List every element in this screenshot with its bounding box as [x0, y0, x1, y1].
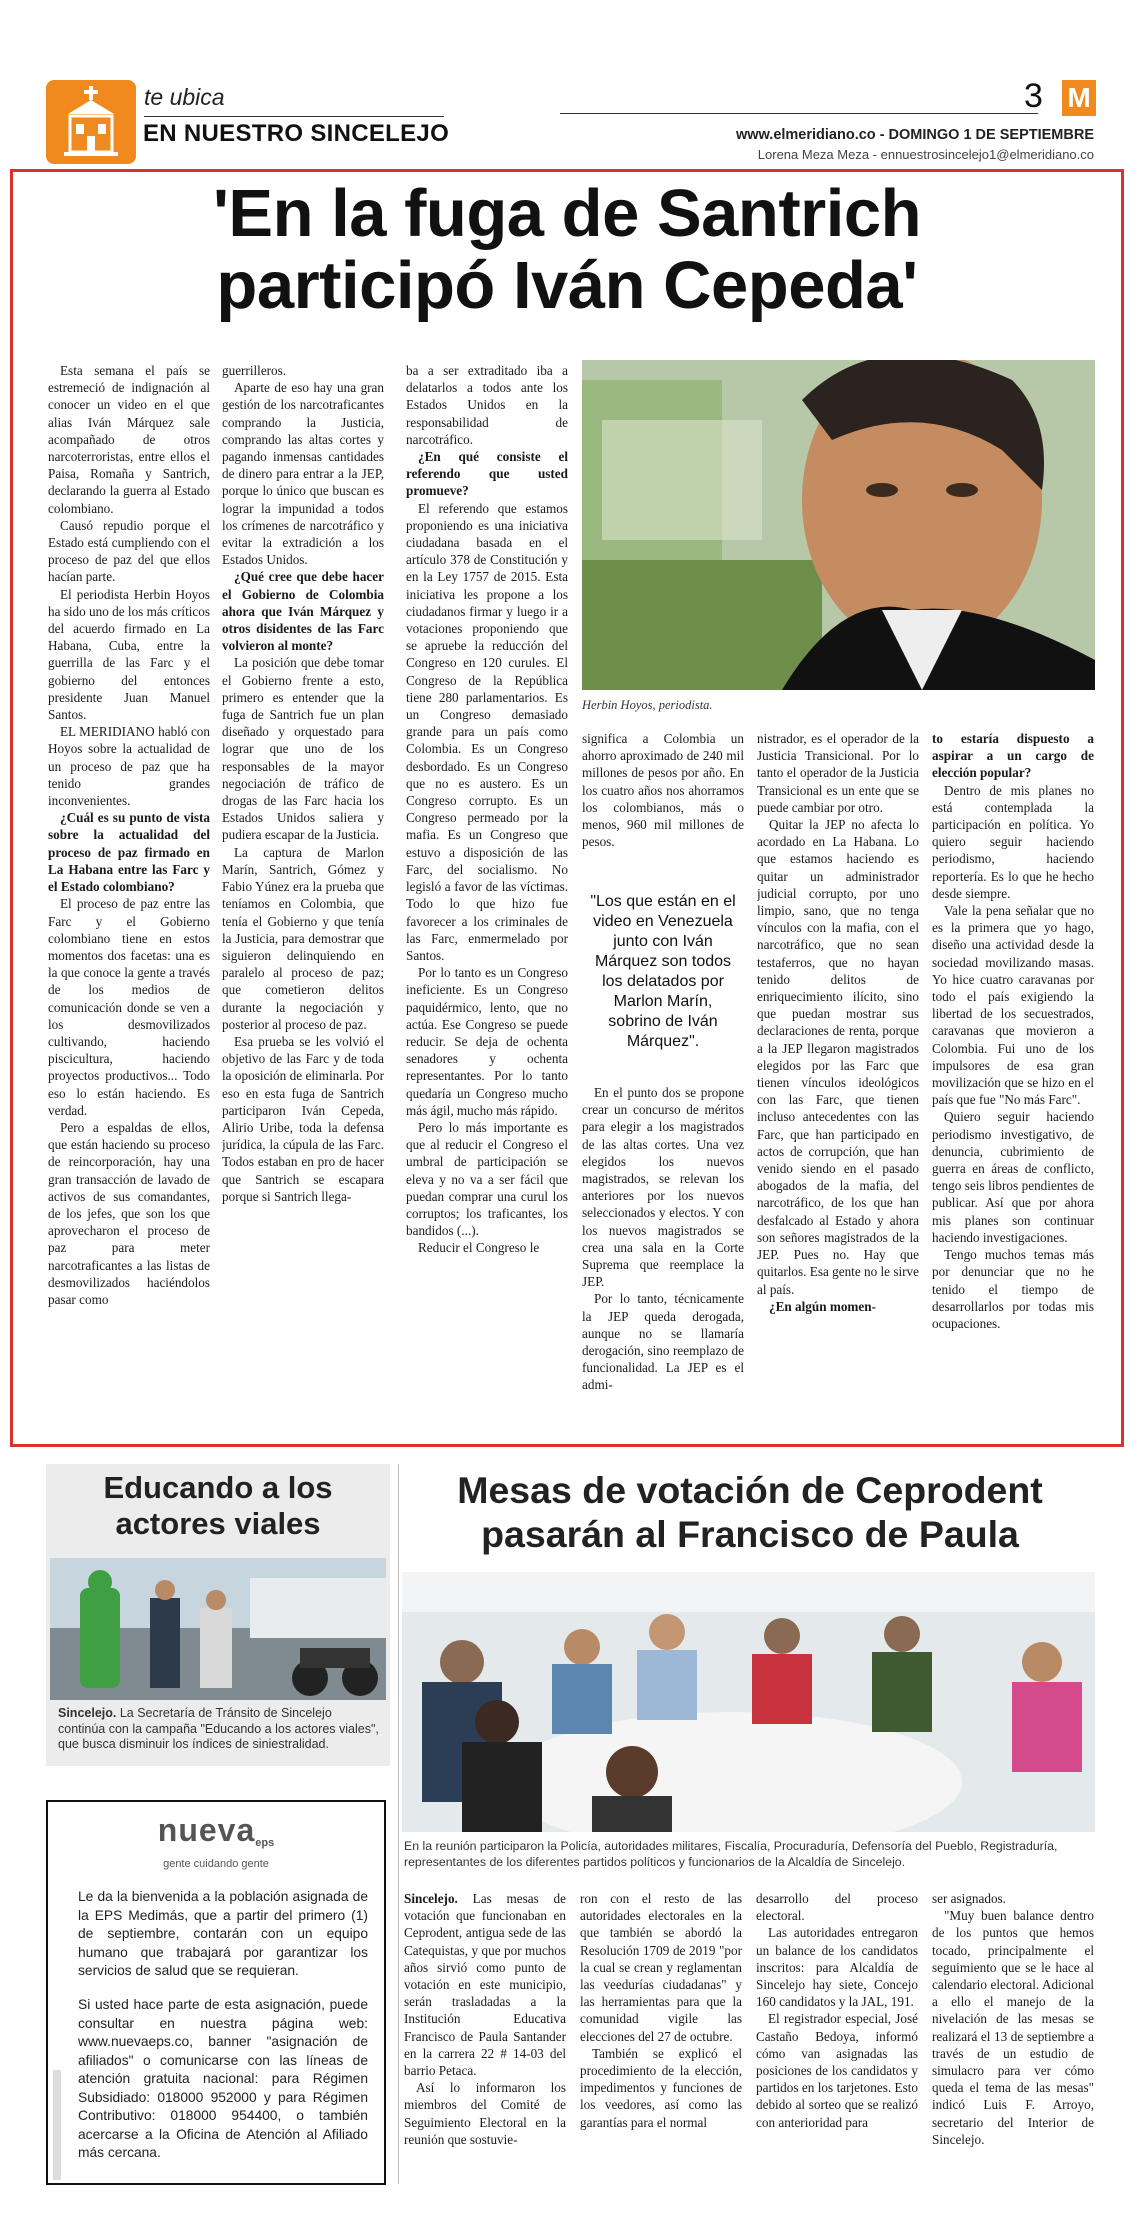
second-headline: [400, 1468, 1100, 1556]
meeting-photo: [402, 1572, 1095, 1832]
portrait-photo: [582, 360, 1095, 690]
dateline-lead: Sincelejo.: [404, 1891, 458, 1906]
kicker-rule: [144, 116, 444, 117]
body-paragraph: desarrollo del proceso electoral.: [756, 1891, 918, 1924]
header-rule: [560, 113, 1038, 114]
body-paragraph: Por lo tanto es un Congreso ineficiente. Es un Congreso paquidérmico, lento, que no actúa. Ese Congreso se puede reducir. Se deja de ochenta senadores y ochenta representantes. Por lo tanto quedaría un Congreso mucho más ágil, mucho más rápido.: [406, 965, 568, 1118]
body-paragraph: Tengo muchos temas más por denunciar que no he tenido el tiempo de desarrollarlos por todas mis ocupaciones.: [932, 1247, 1094, 1331]
paragraph-text: Las mesas de votación que funcionaban en Ceprodent, antigua sede de las Catequistas, y que por muchos años sirvió como punto de votación en este municipio, serán trasladadas a la Institución Educativa Francisco de Paula Santander en la carrera 22 # 14-03 del barrio Petaca.: [404, 1891, 566, 2079]
second-column-2: [580, 1890, 742, 2180]
body-paragraph: significa a Colombia un ahorro aproximado de 240 mil millones de pesos por año. En los cuatro años nos ahorramos los colombianos, más o menos, 960 mil millones de pesos.: [582, 731, 744, 850]
pull-quote: "Los que están en el video en Venezuela junto con Iván Márquez son todos los delatados por Marlon Marín, sobrino de Iván Márquez".: [590, 893, 736, 1050]
meridiano-logo: M: [1062, 80, 1096, 116]
body-paragraph: Esa prueba se les volvió el objetivo de las Farc y de toda la oposición de eliminarla. Por eso en esta fuga de Santrich participaron Iván Cepeda, Alirio Uribe, toda la defensa jurídica, la cúpula de las Farc. Todos estaban en pro de hacer que Santrich se escapara porque si Santrich llega-: [222, 1033, 384, 1204]
body-paragraph: Vale la pena señalar que no es la primera que yo hago, diseño una actividad desde la sociedad movilizando masas. Yo hice cuatro caravanas por todo el país exigiendo la libertad de los secuestrados, caravanas que movieron a Colombia. Fui uno de los impulsores de esa gran movilización que se hizo en el país que fue "No más Farc".: [932, 903, 1094, 1108]
lead-column-6: [932, 730, 1094, 1436]
body-paragraph: Quiero seguir haciendo periodismo investigativo, de denuncia, cubrimiento de guerra en áreas de conflicto, tengo seis libros pendientes de publicar. Así que por ahora mis planes son continuar haciendo investigaciones.: [932, 1109, 1094, 1245]
lead-column-4: [582, 730, 744, 866]
side-caption-lead: Sincelejo.: [58, 1706, 117, 1720]
body-paragraph: guerrilleros.: [222, 363, 287, 378]
byline: Lorena Meza Meza - ennuestrosincelejo1@elmeridiano.co: [757, 147, 1094, 162]
body-paragraph: EL MERIDIANO habló con Hoyos sobre la actualidad de un proceso de paz que ha tenido grandes inconvenientes.: [48, 724, 210, 809]
body-paragraph: Pero a espaldas de ellos, que están haciendo su proceso de reincorporación, hay una gran transacción de lavado de activos de sus comandantes, de los jefes, que son los que aprovecharon el proceso de paz para meter narcotraficantes a las listas de desmovilizados haciéndolos pasar como: [48, 1119, 210, 1307]
body-paragraph: Quitar la JEP no afecta lo acordado en La Habana. Lo que estamos haciendo es quitar un administrador judicial corrupto, por uno limpio, sano, que no tenga vínculos con la mafia, con el narcotráfico, que no sean testaferros, que no hayan tenido delitos de enriquecimiento ilícito, sino que puedan mostrar sus declaraciones de renta, porque a la JEP llegaron magistrados elegidos por las Farc que tienen vínculos ideológicos con las Farc, que tienen incluso antecedentes con las Farc, que han participado en actos de corrupción, que han venido siendo en el pasado abogados de la mafia, del narcotráfico, de los que han desfalcado al Estado y ahora son señores magistrados de la JEP. Pues no. Hay que quitarlos. Esa gente no le sirve al país.: [757, 817, 919, 1297]
body-paragraph: Reducir el Congreso le: [418, 1240, 540, 1256]
body-paragraph: Dentro de mis planes no está contemplada la participación en política. Yo quiero seguir haciendo periodismo, haciendo reportería. Es lo que he hecho desde siempre.: [932, 782, 1094, 901]
body-paragraph: Causó repudio porque el Estado está cumpliendo con el proceso de paz del que ellos hacían parte.: [48, 517, 210, 585]
ad-side-mark: [53, 2070, 61, 2180]
second-headline-line2: pasarán al Francisco de Paula: [481, 1513, 1019, 1555]
second-headline-line1: Mesas de votación de Ceprodent: [457, 1469, 1043, 1511]
page-number: 3: [1024, 77, 1043, 115]
second-column-3: [756, 1890, 918, 2180]
body-paragraph: Así lo informaron los miembros del Comité de Seguimiento Electoral en la reunión que sostuvie-: [404, 2080, 566, 2147]
body-paragraph: La posición que debe tomar el Gobierno frente a esto, primero es entender que la fuga de Santrich fue un plan diseñado y orquestado para lograr que uno de los responsables de la mayor negociación de tráfico de drogas de las Farc hacia los Estados Unidos saliera y pudiera escapar de la Justicia.: [222, 655, 384, 843]
question-paragraph: ¿Cuál es su punto de vista sobre la actualidad del proceso de paz firmado en La Habana entre las Farc y el Estado colombiano?: [48, 810, 210, 895]
nueva-logo-sub: eps: [255, 1837, 275, 1849]
meeting-caption: En la reunión participaron la Policía, autoridades militares, Fiscalía, Procuraduría, Defensoría del Pueblo, Registraduría, representantes de los diferentes partidos políticos y funcionarios de la Alcaldía de Sincelejo.: [404, 1839, 1058, 1869]
body-paragraph: También se explicó el procedimiento de la elección, impedimentos y funciones de los veedores, así como las garantías para el normal: [580, 2045, 742, 2130]
body-paragraph: Esta semana el país se estremeció de indignación al conocer un video en el que alias Iván Márquez sale acompañado de otros narcoterroristas, entre ellos el Paisa, Romaña y Santrich, declarando la guerra al Estado colombiano.: [48, 363, 210, 516]
lead-headline-line1: 'En la fuga de Santrich: [212, 176, 922, 251]
nueva-eps-tagline: gente cuidando gente: [163, 1858, 269, 1870]
body-paragraph: ser asignados.: [932, 1891, 1006, 1906]
side-headline: Educando a los actores viales: [103, 1470, 333, 1541]
nueva-eps-logo: [46, 1812, 386, 1849]
lead-headline: [20, 178, 1114, 322]
body-paragraph: El referendo que estamos proponiendo es una iniciativa ciudadana basada en el artículo 378 de Constitución y en la Ley 1757 de 2015. Esta iniciativa les propone a los ciudadanos firmar y luego ir a votaciones proponiendo que se apruebe la reducción del Congreso en 120 curules. El Congreso de la República tiene 280 parlamentarios. Es un Congreso demasiado grande para un país como Colombia. Es un Congreso desbordado. Es un Congreso que no es austero. Es un Congreso corrupto. Es un Congreso permeado por la mafia. Es un Congreso que estuvo a disposición de las Farc, del socialismo. No legisló a favor de las víctimas. Todo lo que hizo fue favorecer a los criminales de las Farc, enmermelado por Santos.: [406, 500, 568, 963]
second-column-4: [932, 1890, 1094, 2180]
dateline: www.elmeridiano.co - DOMINGO 1 DE SEPTIEMBRE: [736, 127, 1094, 143]
body-paragraph: Las autoridades entregaron un balance de los candidatos inscritos: para Alcaldía de Sincelejo hay siete, Concejo 160 candidatos y la JAL, 191.: [756, 1925, 918, 2010]
nueva-logo-word: nueva: [157, 1812, 256, 1848]
body-paragraph: El registrador especial, José Castaño Bedoya, informó cómo van asignadas las posiciones de los candidatos y partidos en los tarjetones. Esto debido al sorteo que se realizó con anterioridad para: [756, 2011, 918, 2130]
question-paragraph: ¿Qué cree que debe hacer el Gobierno de Colombia ahora que Iván Márquez y otros disidentes de las Farc volvieron al monte?: [222, 569, 384, 654]
lead-headline-line2: participó Iván Cepeda': [216, 248, 918, 323]
body-paragraph: [404, 1890, 566, 2079]
body-paragraph: La captura de Marlon Marín, Santrich, Gómez y Fabio Yúnez era la prueba que teníamos en Colombia, que tenía el Gobierno y que tenía la Justicia, para demostrar que siguieron delinquiendo en paralelo al proceso de paz; que cometieron delitos durante la negociación y posterior al proceso de paz.: [222, 844, 384, 1032]
lead-column-4b: [582, 1084, 744, 1436]
lead-column-2: [222, 362, 384, 1434]
body-paragraph: El periodista Herbin Hoyos ha sido uno de los más críticos del acuerdo firmado en La Habana, Cuba, entre la guerrilla de las Farc y el gobierno del entonces presidente Juan Manuel Santos.: [48, 586, 210, 723]
body-paragraph: "Muy buen balance dentro de los puntos que hemos tocado, principalmente el seguimiento que se le hace al calendario electoral. Adicional a ello el manejo de la nivelación de las mesas se realizará el 13 de septiembre a través de un estudio de simulacro para ver cómo queda el tema de las mesas" indicó Luis F. Arroyo, secretario del Interior de Sincelejo.: [932, 1908, 1094, 2147]
body-paragraph: Pero lo más importante es que al reducir el Congreso el umbral de participación se eleva y no va a ser fácil que puedan comprar una curul los corruptos; los traficantes, los bandidos (...).: [406, 1119, 568, 1239]
body-paragraph: ron con el resto de las autoridades electorales en la que también se abordó la Resolución 1709 de 2019 "por la cual se crean y reglamentan las veedurías ciudadanas" y las herramientas para que la comunidad vigile las elecciones del 27 de octubre.: [580, 1891, 742, 2044]
body-paragraph: En el punto dos se propone crear un concurso de méritos para elegir a los magistrados de las altas cortes. Una vez elegidos los nuevos magistrados, se relevan los anteriores por los nuevos seleccionados y electos. Y con los nuevos magistrados se crea una sala en la Corte Suprema que reemplace la JEP.: [582, 1085, 744, 1290]
section-title: EN NUESTRO SINCELEJO: [143, 120, 450, 147]
question-paragraph: ¿En qué consiste el referendo que usted promueve?: [406, 449, 568, 499]
section-kicker: te ubica: [144, 84, 225, 110]
question-paragraph: ¿En algún momen-: [769, 1298, 876, 1314]
traffic-campaign-photo: [50, 1558, 386, 1700]
body-paragraph: ba a ser extraditado iba a delatarlos a todos ante los Estados Unidos en la responsabilidad de narcotráfico.: [406, 363, 568, 447]
ad-paragraph-2: Si usted hace parte de esta asignación, puede consultar en nuestra página web: www.nuevaeps.co, banner "asignación de afiliados" o comunicarse con las líneas de atención gratuita nacional: para Régimen Subsidiado: 018000 952000 y para Régimen Contributivo: 018000 954400, o también acercarse a la Oficina de Atención al Afiliado más cercana.: [78, 1997, 368, 2160]
body-paragraph: Por lo tanto, técnicamente la JEP queda derogada, aunque no se llamaría derogación, sino reemplazo de funcionalidad. La JEP es el admi-: [582, 1291, 744, 1393]
body-paragraph: nistrador, es el operador de la Justicia Transicional. Por lo tanto el operador de la Justicia Transicional es un ente que se puede cambiar por otro.: [757, 731, 919, 815]
body-paragraph: El proceso de paz entre las Farc y el Gobierno colombiano tiene en estos momentos dos facetas: una es la que conoce la gente a través de los medios de comunicación donde se ven a los desmovilizados cultivando, haciendo piscicultura, haciendo proyectos productivos... Todo eso lo están haciendo. Es verdad.: [48, 896, 210, 1118]
ad-paragraph-1: Le da la bienvenida a la población asignada de la EPS Medimás, que a partir del primero (1) de septiembre, contarán con un equipo humano que trabajará por garantizar los servicios de salud que se requieran.: [78, 1889, 368, 1978]
question-paragraph: to estaría dispuesto a aspirar a un cargo de elección popular?: [932, 731, 1094, 781]
lead-column-1: [48, 362, 210, 1434]
section-icon: [46, 80, 136, 164]
side-caption: [58, 1706, 380, 1753]
side-caption-text: La Secretaría de Tránsito de Sincelejo continúa con la campaña "Educando a los actores viales", que busca disminuir los índices de siniestralidad.: [58, 1706, 379, 1751]
second-column-1: [404, 1890, 566, 2180]
lead-column-5: [757, 730, 919, 1436]
body-paragraph: Aparte de eso hay una gran gestión de los narcotraficantes comprando la Justicia, comprando las altas cortes y pagando inmensas cantidades de dinero para entrar a la JEP, porque lo único que buscan es lograr la impunidad a todos los crímenes de narcotráfico y evitar la extradición a los Estados Unidos.: [222, 380, 384, 568]
lead-column-3: [406, 362, 568, 1434]
second-story-divider: [398, 1464, 399, 2184]
portrait-caption: Herbin Hoyos, periodista.: [582, 698, 713, 712]
